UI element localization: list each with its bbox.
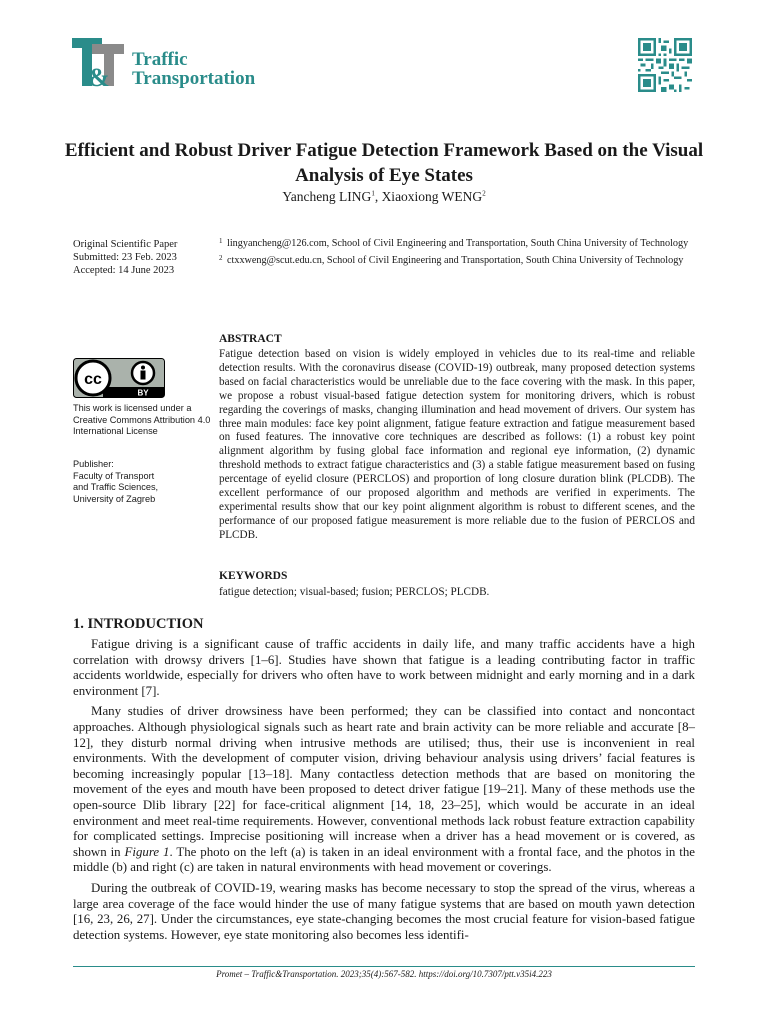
abstract-text: Fatigue detection based on vision is widely employed in vehicles due to its real-time and reliable detection results. With the coronavirus disease (COVID-19) outbreak, many proposed detection systems based on facial characteristics would be unreliable due to the face covering with the mask. In this paper, we propose a robust visual-based fatigue detection system for monitoring drivers, which is robust regarding the coverings of masks, changing illumination and head movement of drivers. Our system has three main modules: face key point alignment, fatigue feature extraction and fatigue measurement based on fused features. The innovative core techniques are described as follows: (1) a robust key point alignment algorithm by fusing global face information and regional eye information, (2) dynamic threshold methods to extract fatigue characteristics and (3) a stable fatigue measurement based on fusing percentage of eyelid closure (PERCLOS) and proportion of long closure duration blink (PLCDB). The excellent performance of our proposed algorithm and methods are verified in experiments. The experimental results show that our key point alignment algorithm is robust to different scenes, and the performance of our proposed fatigue measurement is more reliable due to the fusion of PERCLOS and PLCDB. (219, 348, 695, 541)
paragraph: Fatigue driving is a significant cause of traffic accidents in daily life, and many traffic accidents have a high correlation with drowsy drivers [1–6]. Studies have shown that fatigue is a leading contributing factor in traffic accidents worldwide, especially for drivers who often have to work between midnight and early morning and in a dark environment [7]. (73, 637, 695, 698)
section-heading: 1. INTRODUCTION (73, 616, 204, 632)
cc-by-label: BY (137, 388, 149, 398)
figure-reference[interactable]: Figure 1 (124, 844, 170, 859)
affiliation-mark: 2 (219, 254, 223, 262)
paragraph (73, 704, 695, 876)
affiliation-text: lingyancheng@126.com, School of Civil Engineering and Transportation, South China University of Technology (227, 238, 689, 249)
paragraph-text: Many studies of driver drowsiness have been performed; they can be classified into contact and noncontact approaches. Although physiological signals such as heart rate and brain activity can be more reliable and accurate [8–12], they disturb normal driving when intrusive methods are utilised; thus, their use is inconvenient in real environments. With the development of computer vision, driving behaviour analysis using drivers’ facial features is becoming increasingly popular [13–18]. Many contactless detection methods that are based on monitoring the movement of the eyes and mouth have been proposed to detect driver fatigue [19–21]. Many of these methods use the open-source Dlib library [22] for face-critical alignment [14, 18, 23–25], which would be accurate in an ideal environment and meet real-time requirements. However, conventional methods lack robust feature extraction capability for complicated settings. Imprecise positioning will increase when a driver has a head movement or is covered, as shown in (73, 704, 695, 859)
journal-logo (72, 36, 272, 92)
author-separator: , (374, 189, 382, 204)
paper-title: Efficient and Robust Driver Fatigue Detection Framework Based on the Visual Analysis of Eye States (64, 140, 704, 186)
footer-citation: Promet – Traffic&Transportation. 2023;35(4):567-582. https://doi.org/10.7307/ptt.v35i4.223 (216, 969, 552, 979)
affiliation-item (219, 237, 699, 250)
affiliation-text: ctxxweng@scut.edu.cn, School of Civil Engineering and Transportation, South China University of Technology (227, 255, 684, 266)
author-affiliation-mark: 1 (371, 189, 375, 198)
paper-type: Original Scientific Paper (73, 239, 178, 250)
svg-text:&: & (88, 63, 110, 88)
author-name: Xiaoxiong WENG (381, 189, 483, 204)
license-text: This work is licensed under a Creative Commons Attribution 4.0 International License (73, 403, 211, 436)
logo-word-transportation: Transportation (132, 68, 256, 89)
cc-by-icon[interactable] (73, 358, 165, 398)
keywords-text: fatigue detection; visual-based; fusion; PERCLOS; PLCDB. (219, 586, 490, 598)
affiliation-mark: 1 (219, 237, 223, 245)
qr-code-icon (638, 38, 692, 92)
t-and-logo-icon (72, 36, 128, 88)
publisher-line: University of Zagreb (73, 493, 156, 504)
publisher-info (73, 459, 213, 505)
keywords-heading: KEYWORDS (219, 570, 288, 582)
svg-text:cc: cc (84, 371, 102, 388)
author-list (60, 189, 708, 205)
accepted-date: Accepted: 14 June 2023 (73, 265, 175, 276)
author-name: Yancheng LING (282, 189, 372, 204)
publisher-label: Publisher: (73, 459, 114, 469)
author-affiliation-mark: 2 (482, 189, 486, 198)
affiliation-item (219, 254, 699, 267)
abstract-heading: ABSTRACT (219, 333, 282, 345)
paragraph: During the outbreak of COVID-19, wearing masks has become necessary to stop the spread of the virus, whereas a large area coverage of the face would hinder the use of many fatigue systems that are based on mouth yawn detection [16, 23, 26, 27]. Under the circumstances, eye state-changing becomes the most crucial feature for vision-based fatigue detection systems. However, eye state monitoring also becomes less identifi- (73, 880, 695, 942)
article-meta (73, 238, 223, 277)
publisher-line: Faculty of Transport (73, 470, 155, 481)
affiliations (219, 237, 699, 271)
publisher-line: and Traffic Sciences, (73, 482, 159, 492)
introduction-body (73, 637, 695, 948)
paragraph-text: . The photo on the left (a) is taken in an ideal environment with a frontal face, and the photos in the middle (b) and right (c) are taken in natural environments with head movement or coverings. (73, 844, 695, 875)
footer-divider (73, 966, 695, 967)
submitted-date: Submitted: 23 Feb. 2023 (73, 252, 177, 263)
logo-word-traffic: Traffic (132, 49, 188, 70)
